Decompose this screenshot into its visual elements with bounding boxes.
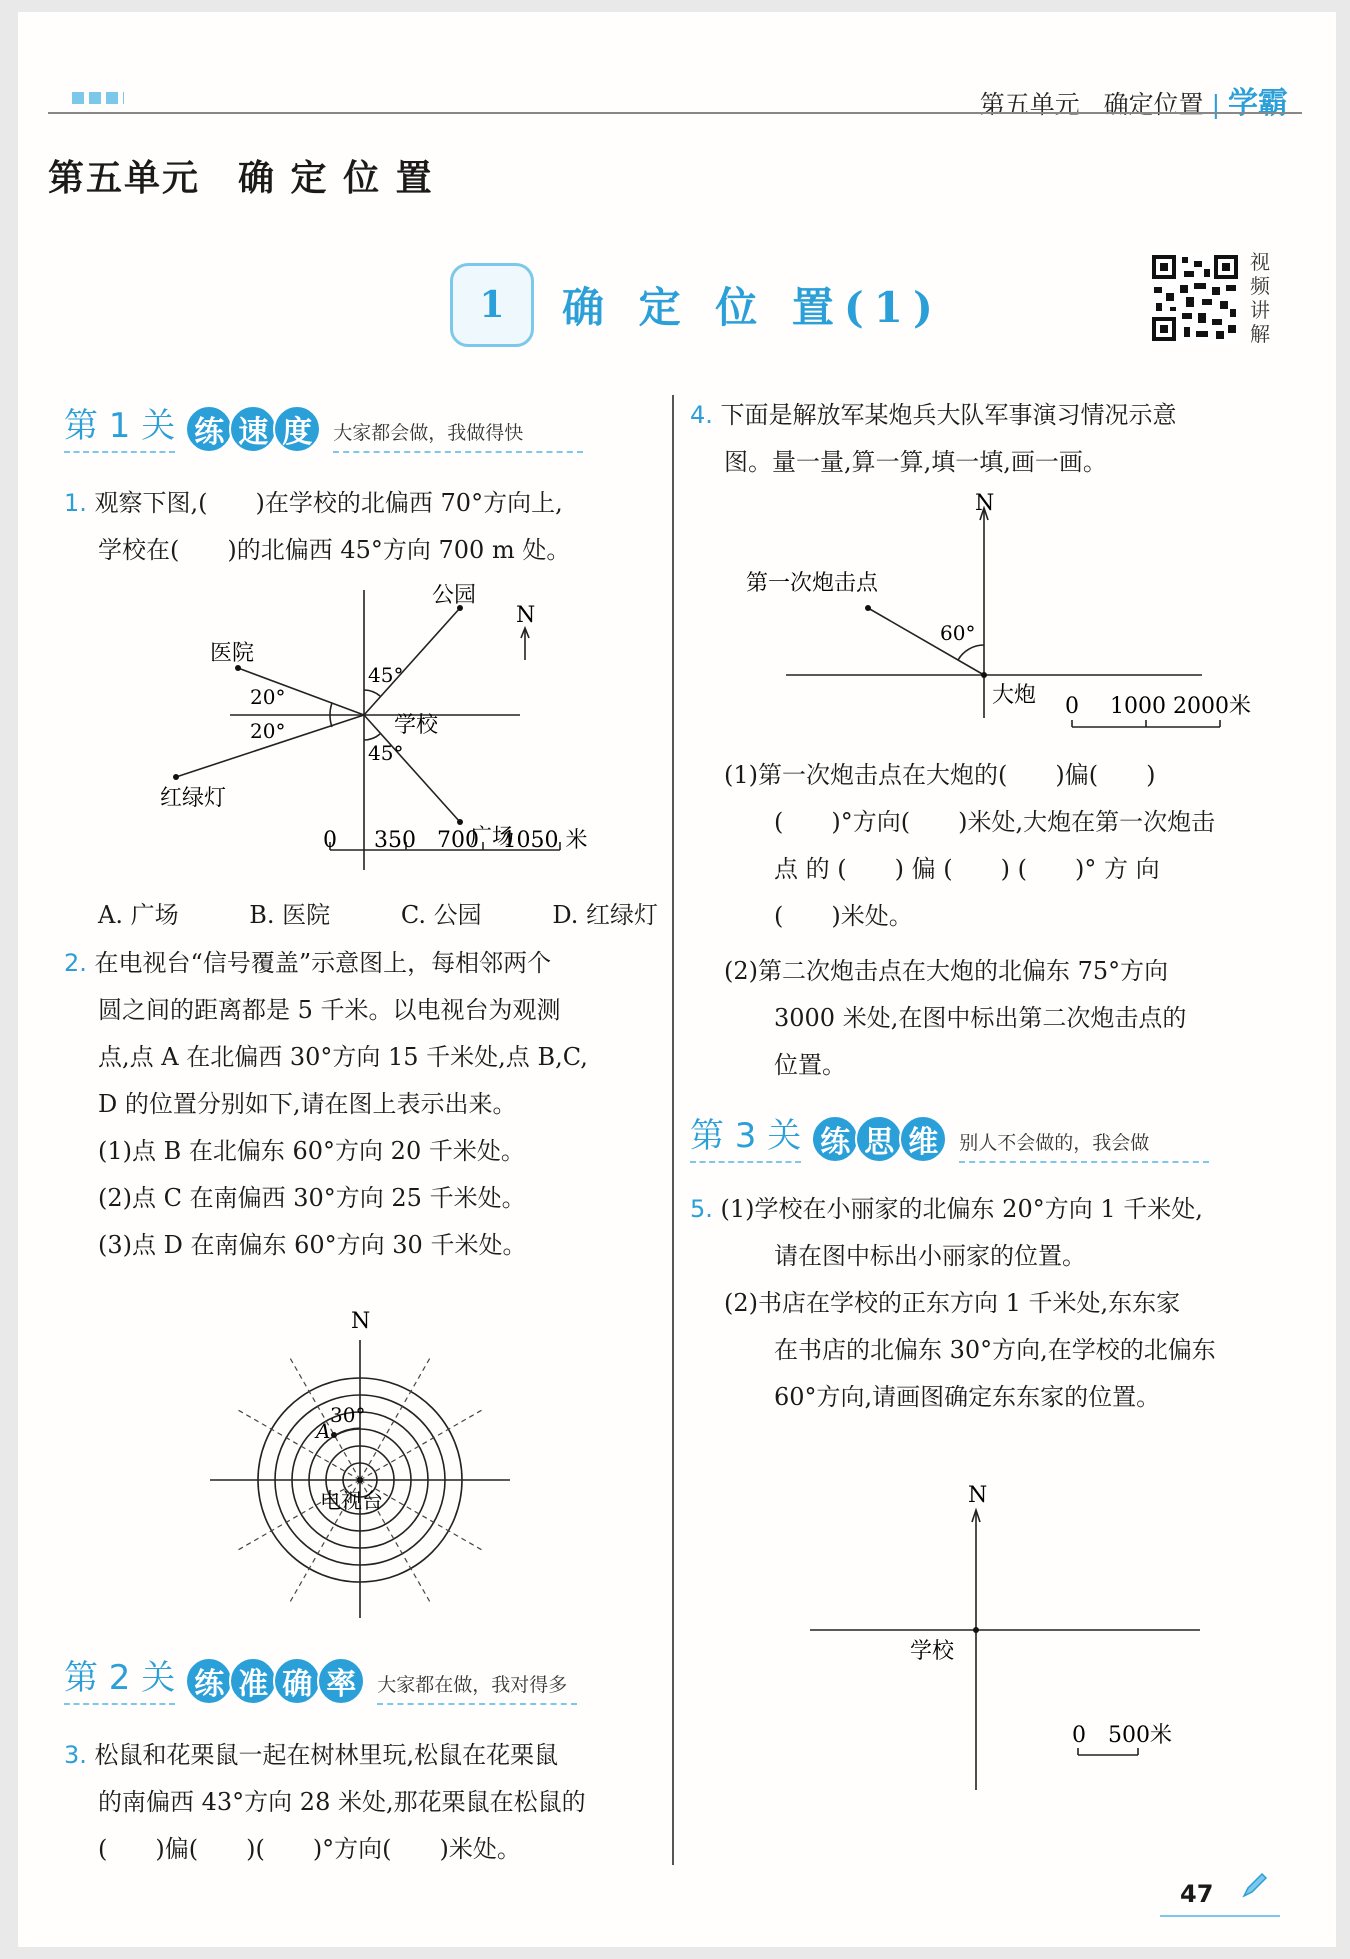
question-number: 4. (690, 401, 713, 429)
angle-label: 20° (250, 719, 286, 743)
label-traffic-light: 红绿灯 (160, 786, 227, 811)
question-number: 2. (64, 949, 87, 977)
option-d[interactable]: D. 红绿灯 (552, 901, 658, 929)
header-unit: 第五单元 (979, 90, 1080, 119)
question-line: (1)第一次炮击点在大炮的( )偏( ) (724, 761, 1156, 789)
question-line: (2)书店在学校的正东方向 1 千米处,东东家 (724, 1289, 1181, 1317)
section-label: 第 1 关 (64, 398, 175, 453)
label-first-strike: 第一次炮击点 (746, 571, 879, 596)
section-label: 第 2 关 (64, 1650, 175, 1705)
question-line: 点 的 ( ) 偏 ( ) ( )° 方 向 (774, 855, 1160, 883)
unit-title: 第五单元 确 定 位 置 (48, 158, 434, 199)
scale-tick-label: 0 (1072, 1723, 1086, 1748)
badge-char: 确 (273, 1657, 321, 1705)
question-line: 位置。 (774, 1051, 846, 1079)
scale-tick-label: 500米 (1108, 1723, 1172, 1748)
scale-tick-label: 1050 米 (502, 828, 588, 853)
section-tag: 大家都会做，我做得快 (333, 418, 583, 453)
angle-label: 60° (940, 621, 976, 645)
north-label: N (968, 1483, 988, 1508)
brand-logo: 学霸 (1228, 86, 1288, 121)
question-line: 圆之间的距离都是 5 千米。以电视台为观测 (98, 996, 561, 1024)
section-3-heading (690, 1108, 1209, 1163)
section-1-heading (64, 398, 583, 453)
q2-signal-diagram (200, 1300, 520, 1640)
question-line: 观察下图,( )在学校的北偏西 70°方向上, (94, 489, 563, 517)
question-line: 3000 米处,在图中标出第二次炮击点的 (774, 1004, 1187, 1032)
section-badge (185, 405, 317, 453)
question-line: 的南偏西 43°方向 28 米处,那花栗鼠在松鼠的 (98, 1788, 586, 1816)
label-cannon: 大炮 (992, 683, 1037, 708)
question-line: 在书店的北偏东 30°方向,在学校的北偏东 (774, 1336, 1216, 1364)
question-line: 学校在( )的北偏西 45°方向 700 m 处。 (98, 536, 571, 564)
option-b[interactable]: B. 医院 (249, 901, 331, 929)
scale-tick-label: 0 (1065, 694, 1079, 719)
scale-tick-label: 1000 (1110, 694, 1166, 719)
badge-char: 维 (899, 1115, 947, 1163)
badge-char: 练 (185, 405, 233, 453)
question-line: 下面是解放军某炮兵大队军事演习情况示意 (720, 401, 1177, 429)
q4-sub1 (724, 752, 1215, 940)
question-line: 松鼠和花栗鼠一起在树林里玩,松鼠在花栗鼠 (94, 1741, 559, 1769)
angle-label: 45° (368, 741, 404, 765)
qr-label-char: 频 (1250, 274, 1270, 298)
question-2 (64, 940, 588, 1269)
q1-options (98, 892, 658, 939)
section-tag: 大家都在做，我对得多 (377, 1670, 577, 1705)
question-line: ( )米处。 (774, 902, 913, 930)
question-line: ( )°方向( )米处,大炮在第一次炮击 (774, 808, 1216, 836)
q4-artillery-diagram (740, 490, 1280, 750)
qr-label-char: 视 (1250, 250, 1270, 274)
question-line: ( )偏( )( )°方向( )米处。 (98, 1835, 521, 1863)
q1-direction-diagram (140, 580, 610, 880)
question-1 (64, 480, 570, 574)
angle-label: 30° (330, 1403, 366, 1427)
column-divider (672, 395, 674, 1865)
section-badge (185, 1657, 361, 1705)
scale-tick-label: 0 (323, 828, 337, 853)
section-badge (811, 1115, 943, 1163)
qr-code-icon[interactable] (1150, 253, 1240, 343)
header-topic: 确定位置 (1103, 90, 1204, 119)
question-line: 在电视台“信号覆盖”示意图上，每相邻两个 (94, 949, 552, 977)
label-square: 广场 (470, 825, 515, 850)
angle-label: 45° (368, 663, 404, 687)
lesson-title: 确 定 位 置(1) (562, 283, 943, 332)
angle-label: 20° (250, 685, 286, 709)
footer-rule (1160, 1915, 1280, 1917)
q4-sub2 (724, 948, 1186, 1089)
question-number: 3. (64, 1741, 87, 1769)
badge-char: 准 (229, 1657, 277, 1705)
qr-label (1250, 250, 1276, 346)
badge-char: 练 (811, 1115, 859, 1163)
section-tag: 别人不会做的，我会做 (959, 1128, 1209, 1163)
q5-school-diagram (790, 1480, 1210, 1800)
north-label: N (351, 1309, 371, 1334)
option-a[interactable]: A. 广场 (98, 901, 179, 929)
page-number: 47 (1180, 1880, 1214, 1908)
badge-char: 度 (273, 405, 321, 453)
scale-tick-label: 700 (437, 828, 479, 853)
qr-label-char: 讲 (1250, 298, 1270, 322)
north-label: N (516, 603, 536, 628)
question-line: (2)第二次炮击点在大炮的北偏东 75°方向 (724, 957, 1169, 985)
badge-char: 率 (317, 1657, 365, 1705)
question-line: 图。量一量,算一算,填一填,画一画。 (724, 448, 1107, 476)
question-line: (2)点 C 在南偏西 30°方向 25 千米处。 (98, 1184, 526, 1212)
pencil-icon (1240, 1870, 1270, 1900)
center-label: 电视台 (320, 1489, 383, 1513)
section-label: 第 3 关 (690, 1108, 801, 1163)
header-decoration (72, 92, 124, 104)
scale-tick-label: 2000米 (1173, 694, 1251, 719)
badge-char: 速 (229, 405, 277, 453)
question-line: 点,点 A 在北偏西 30°方向 15 千米处,点 B,C, (98, 1043, 588, 1071)
label-park: 公园 (432, 583, 477, 608)
section-2-heading (64, 1650, 577, 1705)
north-label: N (975, 491, 995, 516)
lesson-heading (450, 270, 943, 340)
label-hospital: 医院 (210, 641, 255, 666)
question-line: (3)点 D 在南偏东 60°方向 30 千米处。 (98, 1231, 527, 1259)
header-rule (48, 112, 1302, 114)
question-3 (64, 1732, 586, 1873)
label-school: 学校 (910, 1639, 955, 1664)
label-school: 学校 (394, 713, 439, 738)
question-number: 1. (64, 489, 87, 517)
question-line: (1)学校在小丽家的北偏东 20°方向 1 千米处, (720, 1195, 1203, 1223)
question-line: (1)点 B 在北偏东 60°方向 20 千米处。 (98, 1137, 525, 1165)
question-5 (690, 1186, 1216, 1421)
option-c[interactable]: C. 公园 (400, 901, 482, 929)
badge-char: 练 (185, 1657, 233, 1705)
badge-char: 思 (855, 1115, 903, 1163)
scale-tick-label: 350 (374, 828, 416, 853)
question-line: 60°方向,请画图确定东东家的位置。 (774, 1383, 1161, 1411)
question-line: D 的位置分别如下,请在图上表示出来。 (98, 1090, 517, 1118)
qr-label-char: 解 (1250, 322, 1270, 346)
question-4 (690, 392, 1177, 486)
point-a-label: A (316, 1419, 331, 1443)
lesson-number: 1 (450, 263, 534, 347)
running-header: 第五单元 确定位置 | 学霸 (979, 86, 1288, 121)
question-number: 5. (690, 1195, 713, 1223)
question-line: 请在图中标出小丽家的位置。 (774, 1242, 1086, 1270)
